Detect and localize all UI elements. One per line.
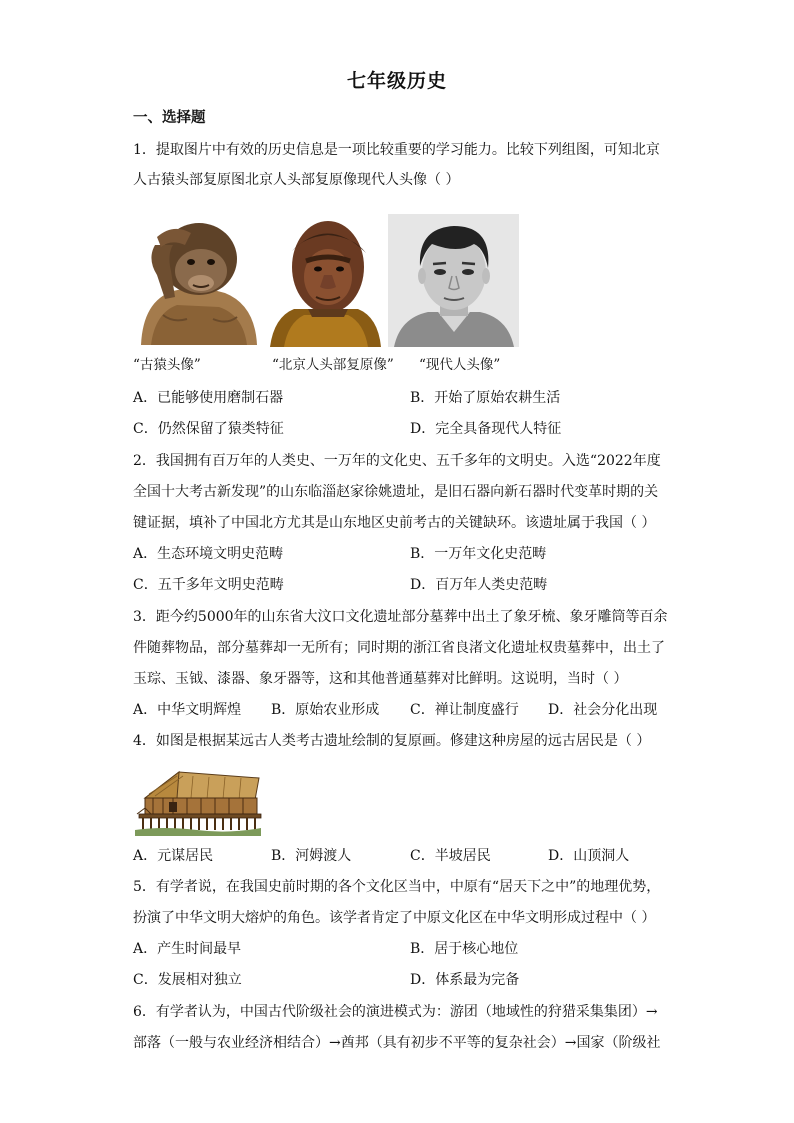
q3-option-d[interactable]: D．社会分化出现 xyxy=(548,702,658,718)
q5-option-d[interactable]: D．体系最为完备 xyxy=(410,972,520,988)
q2-option-b[interactable]: B．一万年文化史范畴 xyxy=(410,546,547,562)
question-5-line-2: 扮演了中华文明大熔炉的角色。该学者肯定了中原文化区在中华文明形成过程中（ ） xyxy=(133,910,656,926)
question-3-line-2: 件随葬物品，部分墓葬却一无所有；同时期的浙江省良渚文化遗址权贵墓葬中，出土了 xyxy=(133,640,665,656)
question-4-line-1: 4．如图是根据某远古人类考古遗址绘制的复原画。修建这种房屋的远古居民是（ ） xyxy=(133,733,651,749)
q4-option-d[interactable]: D．山顶洞人 xyxy=(548,848,630,864)
stilt-house-image xyxy=(133,768,263,836)
ape-head-image xyxy=(133,215,261,345)
question-3-line-3: 玉琮、玉钺、漆器、象牙器等，这和其他普通墓葬对比鲜明。这说明，当时（ ） xyxy=(133,671,628,687)
question-1-line-1: 1．提取图片中有效的历史信息是一项比较重要的学习能力。比较下列组图，可知北京 xyxy=(133,142,660,158)
question-6-line-2: 部落（一般与农业经济相结合）→酋邦（具有初步不平等的复杂社会）→国家（阶级社 xyxy=(133,1035,661,1051)
q4-option-a[interactable]: A．元谋居民 xyxy=(133,848,214,864)
q1-option-a[interactable]: A．已能够使用磨制石器 xyxy=(133,390,284,406)
question-2-line-2: 全国十大考古新发现”的山东临淄赵家徐姚遗址，是旧石器向新石器时代变革时期的关 xyxy=(133,484,659,500)
q1-option-d[interactable]: D．完全具备现代人特征 xyxy=(410,421,562,437)
q4-option-c[interactable]: C．半坡居民 xyxy=(410,848,491,864)
question-1-line-2: 人古猿头部复原图北京人头部复原像现代人头像（ ） xyxy=(133,172,460,188)
q2-option-d[interactable]: D．百万年人类史范畴 xyxy=(410,577,548,593)
q2-option-a[interactable]: A．生态环境文明史范畴 xyxy=(133,546,284,562)
question-5-line-1: 5．有学者说，在我国史前时期的各个文化区当中，中原有“居天下之中”的地理优势， xyxy=(133,879,661,895)
section-heading: 一、选择题 xyxy=(133,109,206,126)
q3-option-b[interactable]: B．原始农业形成 xyxy=(271,702,380,718)
q1-option-c[interactable]: C．仍然保留了猿类特征 xyxy=(133,421,284,437)
q5-option-c[interactable]: C．发展相对独立 xyxy=(133,972,242,988)
q5-option-b[interactable]: B．居于核心地位 xyxy=(410,941,519,957)
q5-option-a[interactable]: A．产生时间最早 xyxy=(133,941,242,957)
question-2-line-1: 2．我国拥有百万年的人类史、一万年的文化史、五千多年的文明史。入选“2022年度 xyxy=(133,453,661,469)
question-3-line-1: 3．距今约5000年的山东省大汶口文化遗址部分墓葬中出土了象牙梳、象牙雕筒等百余 xyxy=(133,609,668,625)
question-2-line-3: 键证据，填补了中国北方尤其是山东地区史前考古的关键缺环。该遗址属于我国（ ） xyxy=(133,515,656,531)
q1-option-b[interactable]: B．开始了原始农耕生活 xyxy=(410,390,561,406)
page-title: 七年级历史 xyxy=(346,70,447,92)
caption-peking-man: “北京人头部复原像” xyxy=(272,357,394,373)
q2-option-c[interactable]: C．五千多年文明史范畴 xyxy=(133,577,284,593)
question-6-line-1: 6．有学者认为，中国古代阶级社会的演进模式为：游团（地域性的狩猎采集集团）→ xyxy=(133,1004,658,1020)
q3-option-a[interactable]: A．中华文明辉煌 xyxy=(133,702,242,718)
q4-option-b[interactable]: B．河姆渡人 xyxy=(271,848,352,864)
q3-option-c[interactable]: C．禅让制度盛行 xyxy=(410,702,519,718)
caption-modern-human: “现代人头像” xyxy=(419,357,501,373)
caption-ape-head: “古猿头像” xyxy=(133,357,201,373)
peking-man-bust-image xyxy=(268,215,383,347)
modern-human-portrait-image xyxy=(388,214,519,347)
